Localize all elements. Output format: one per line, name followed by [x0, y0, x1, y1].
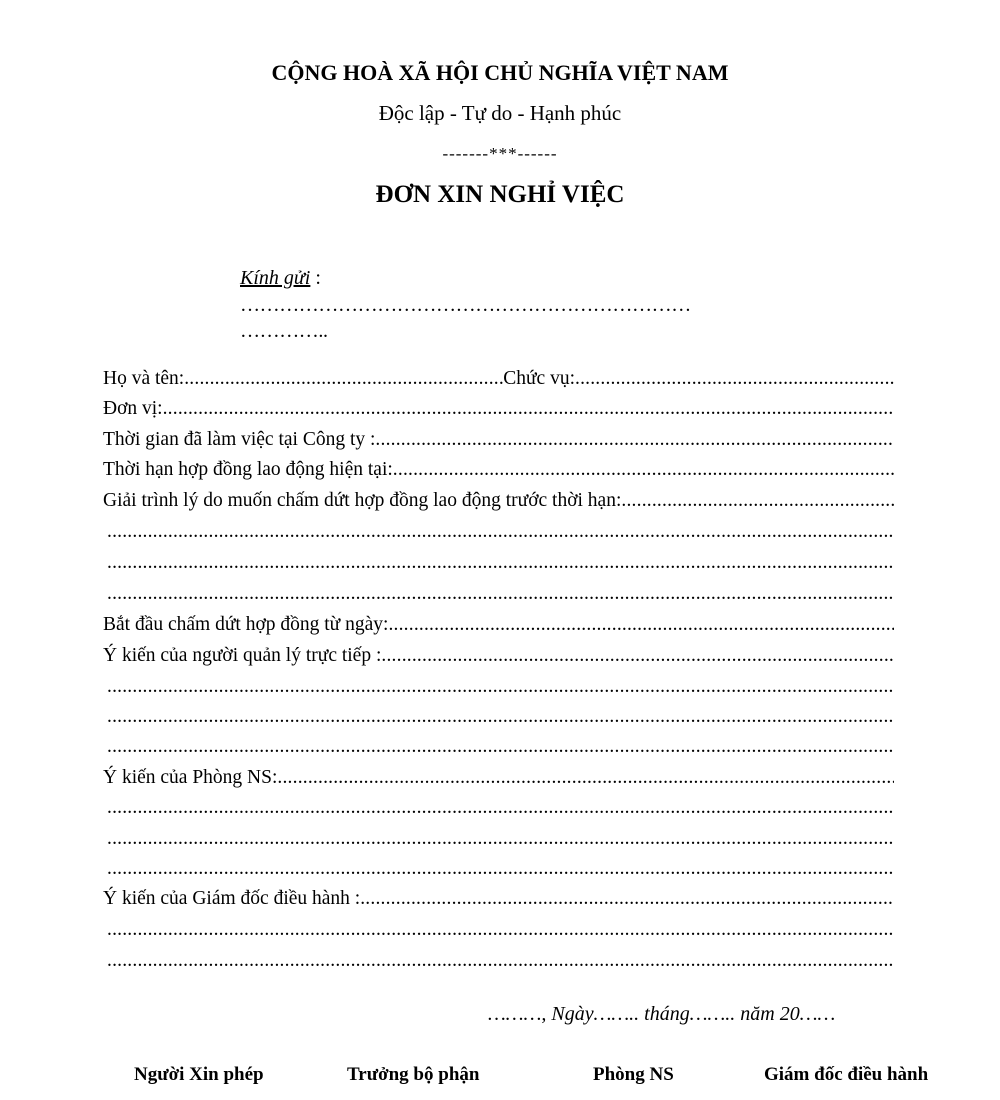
unit-blank[interactable]	[163, 398, 894, 420]
signature-director: Giám đốc điều hành	[764, 1064, 929, 1085]
unit-label: Đơn vị:	[103, 398, 163, 419]
motto: Độc lập - Tự do - Hạnh phúc	[378, 101, 622, 125]
director-opinion-blank-line[interactable]	[107, 919, 894, 945]
dotted-line	[107, 858, 894, 880]
signature-applicant: Người Xin phép	[134, 1064, 264, 1085]
reason-row	[103, 490, 894, 516]
recipient-label: Kính gửi	[240, 267, 311, 289]
reason-label: Giải trình lý do muốn chấm dứt hợp đồng lao động trước thời hạn:	[103, 490, 622, 511]
end-date-label: Bắt đầu chấm dứt hợp đồng từ ngày:	[103, 614, 389, 635]
dotted-line	[107, 676, 894, 698]
end-date-blank[interactable]	[388, 614, 894, 636]
work-duration-row	[103, 429, 894, 455]
nation-heading: CỘNG HOÀ XÃ HỘI CHỦ NGHĨA VIỆT NAM	[271, 60, 729, 85]
director-opinion-row	[103, 888, 894, 914]
contract-term-label: Thời hạn hợp đồng lao động hiện tại:	[103, 459, 393, 480]
manager-opinion-blank-line[interactable]	[107, 706, 894, 732]
header-divider: -------***------	[442, 144, 558, 163]
manager-opinion-blank-line[interactable]	[107, 736, 894, 762]
reason-blank-line[interactable]	[107, 552, 894, 578]
manager-opinion-row	[103, 645, 894, 671]
dotted-line	[107, 521, 894, 543]
dotted-line	[107, 828, 894, 850]
dotted-line	[107, 583, 894, 605]
date-line[interactable]: ………, Ngày…….. tháng…….. năm 20……	[488, 1003, 836, 1025]
hr-opinion-row	[103, 767, 894, 793]
name-position-row	[103, 368, 894, 394]
recipient-blank-2[interactable]: …………..	[240, 320, 328, 342]
dotted-line	[107, 950, 894, 972]
reason-blank-line[interactable]	[107, 521, 894, 547]
recipient-blank-1[interactable]: ……………………………………………………………	[240, 294, 691, 316]
manager-opinion-blank-line[interactable]	[107, 676, 894, 702]
director-opinion-blank[interactable]	[360, 888, 894, 910]
dotted-line	[107, 706, 894, 728]
work-duration-blank[interactable]	[375, 429, 894, 451]
dotted-line	[107, 736, 894, 758]
director-opinion-label: Ý kiến của Giám đốc điều hành :	[103, 888, 361, 909]
dotted-line	[107, 797, 894, 819]
recipient-line	[240, 267, 321, 290]
hr-opinion-blank-line[interactable]	[107, 858, 894, 884]
signature-hr: Phòng NS	[593, 1064, 674, 1085]
reason-blank-line[interactable]	[107, 583, 894, 609]
dotted-line	[107, 552, 894, 574]
document-title: ĐƠN XIN NGHỈ VIỆC	[375, 181, 625, 208]
reason-blank[interactable]	[621, 490, 894, 512]
hr-opinion-blank-line[interactable]	[107, 797, 894, 823]
end-date-row	[103, 614, 894, 640]
name-label: Họ và tên:	[103, 368, 185, 389]
manager-opinion-blank[interactable]	[381, 645, 894, 667]
signature-dept-head: Trưởng bộ phận	[347, 1064, 480, 1085]
unit-row	[103, 398, 894, 424]
name-blank[interactable]	[184, 368, 503, 390]
work-duration-label: Thời gian đã làm việc tại Công ty :	[103, 429, 376, 450]
contract-term-blank[interactable]	[393, 459, 894, 481]
hr-opinion-blank[interactable]	[277, 767, 894, 789]
position-label: Chức vụ:	[503, 368, 575, 389]
contract-term-row	[103, 459, 894, 485]
recipient-colon: :	[310, 267, 321, 289]
dotted-line	[107, 919, 894, 941]
hr-opinion-label: Ý kiến của Phòng NS:	[103, 767, 278, 788]
manager-opinion-label: Ý kiến của người quản lý trực tiếp :	[103, 645, 382, 666]
director-opinion-blank-line[interactable]	[107, 950, 894, 976]
position-blank[interactable]	[575, 368, 894, 390]
hr-opinion-blank-line[interactable]	[107, 828, 894, 854]
